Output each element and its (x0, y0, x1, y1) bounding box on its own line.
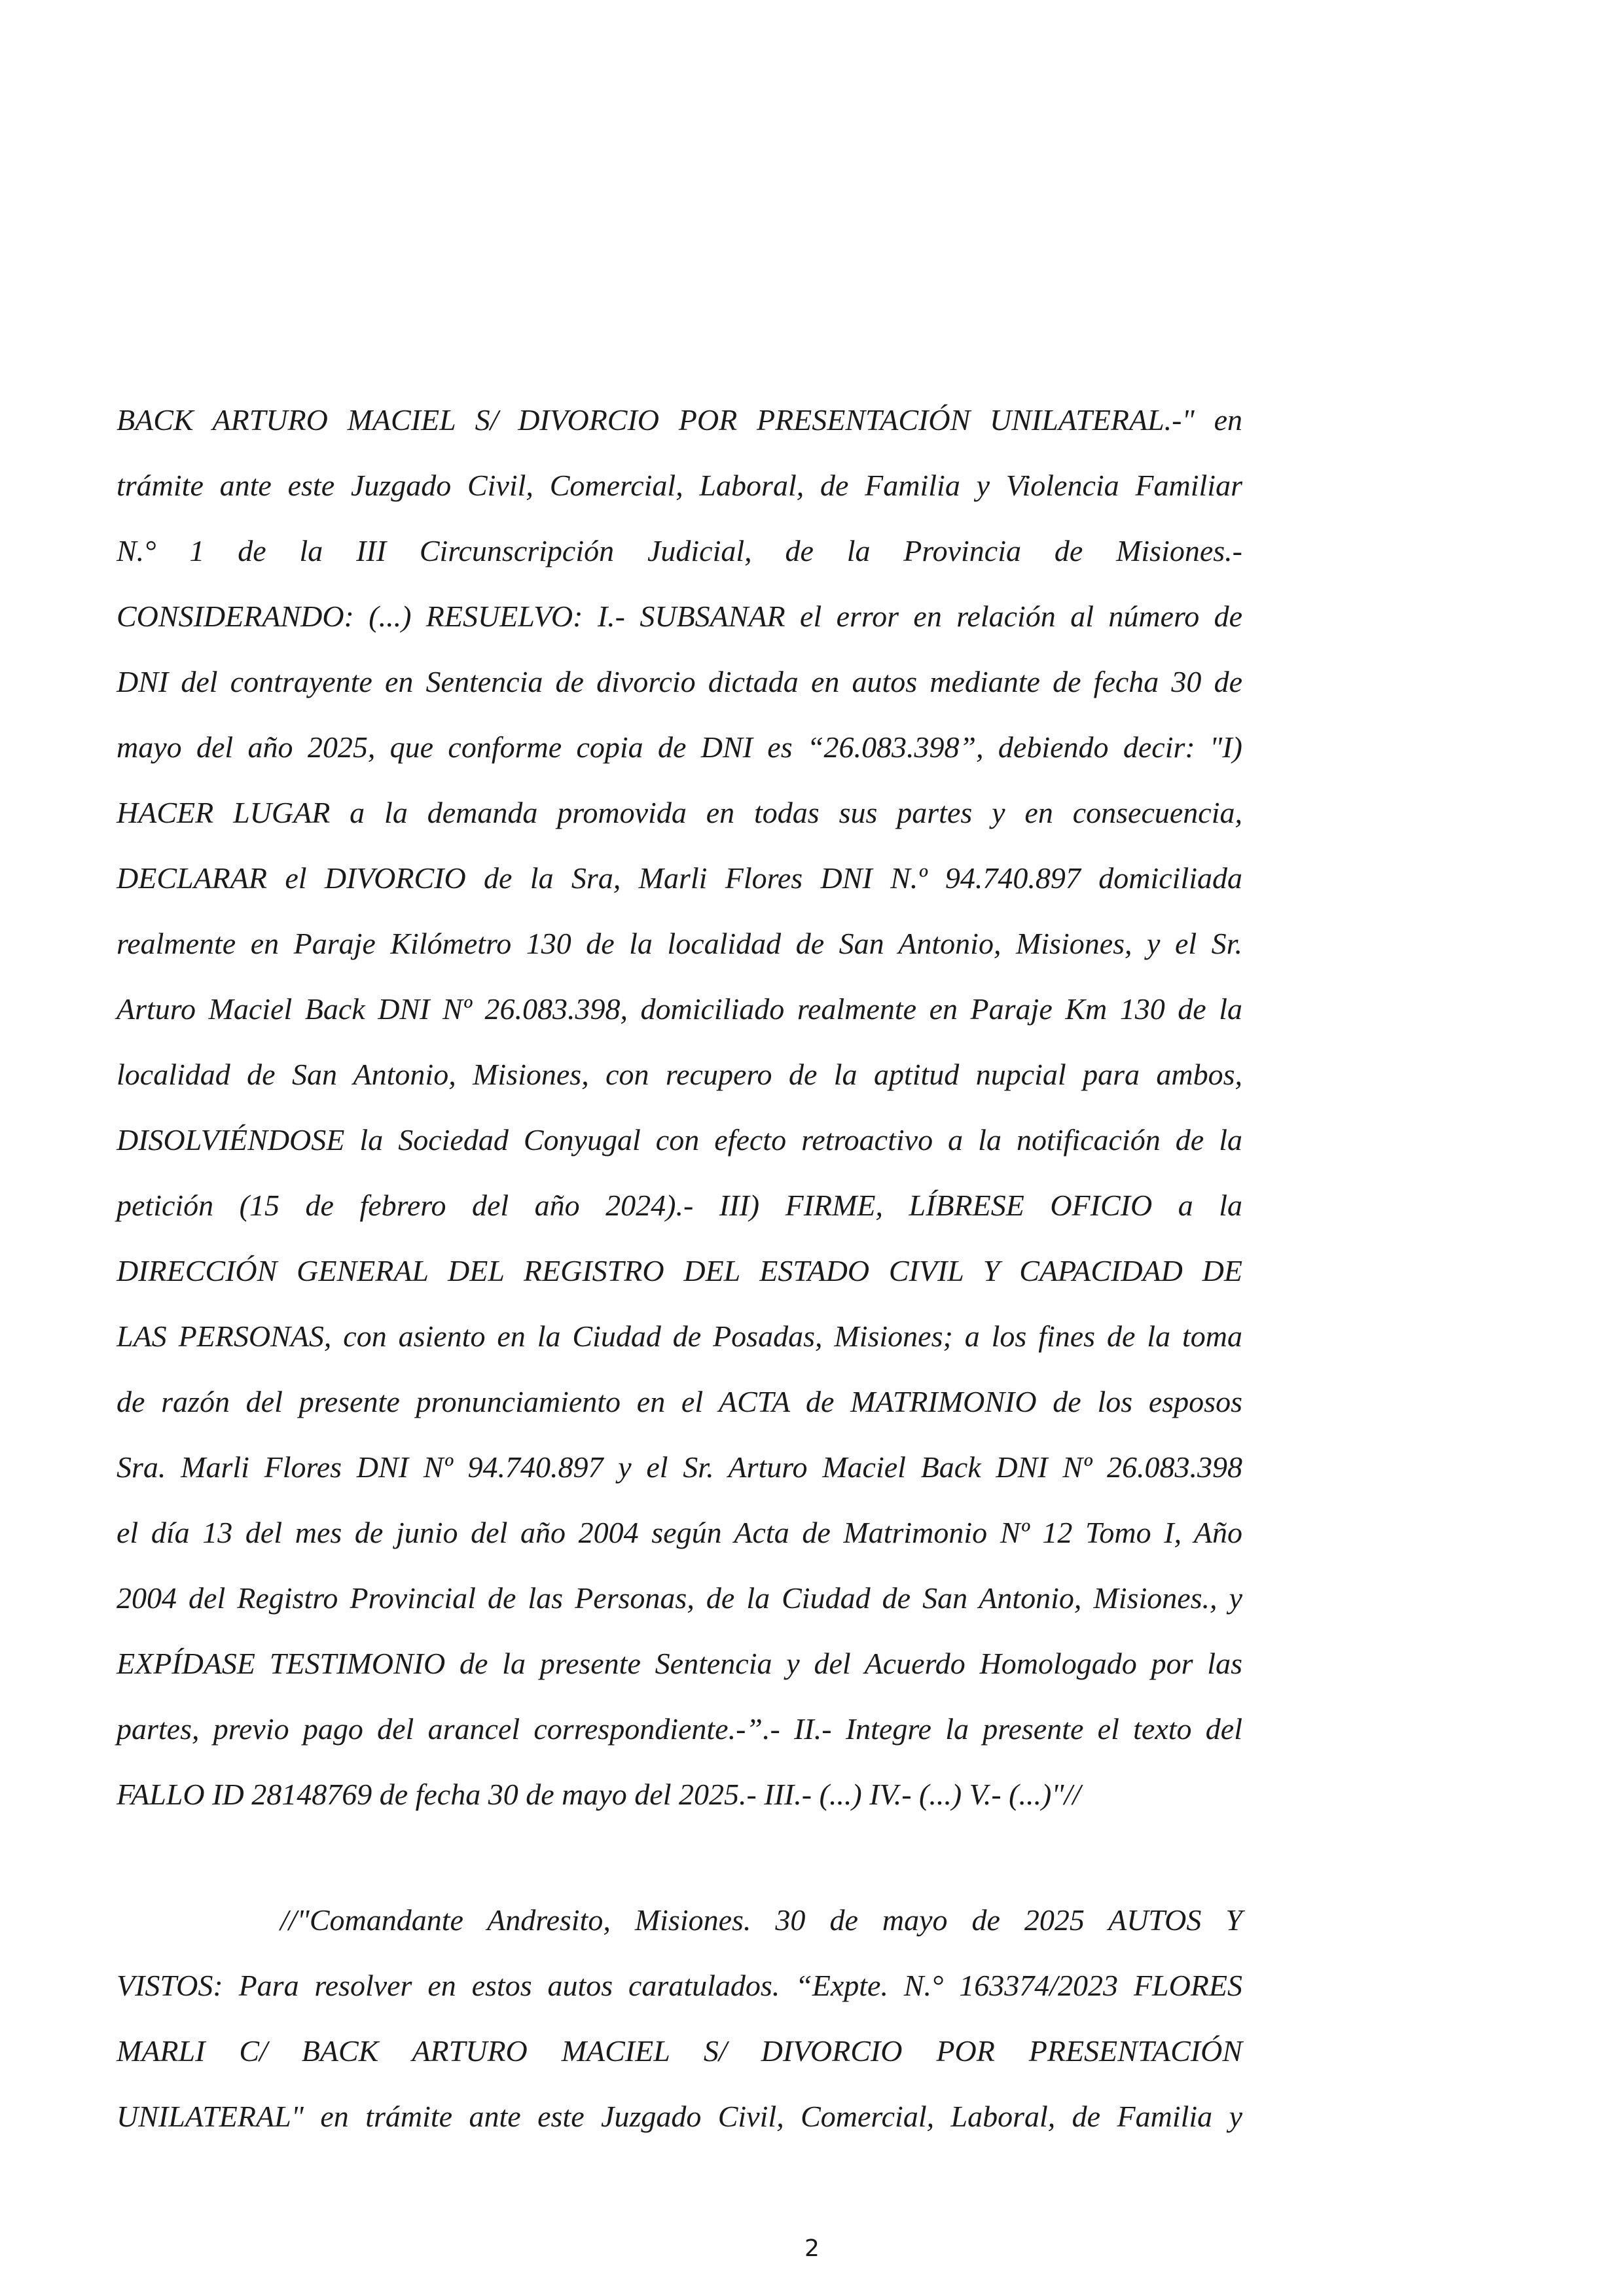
text-line: DIRECCIÓN GENERAL DEL REGISTRO DEL ESTADO CIVIL Y CAPACIDAD DE (117, 1254, 1242, 1287)
text-line: mayo del año 2025, que conforme copia de DNI es “26.083.398”, debiendo decir: "I) (117, 730, 1242, 764)
text-line: HACER LUGAR a la demanda promovida en todas sus partes y en consecuencia, (117, 796, 1242, 829)
page-number: 2 (804, 2235, 820, 2262)
text-line: Sra. Marli Flores DNI Nº 94.740.897 y el Sr. Arturo Maciel Back DNI Nº 26.083.398 (117, 1450, 1242, 1484)
text-line: Arturo Maciel Back DNI Nº 26.083.398, domiciliado realmente en Paraje Km 130 de la (117, 992, 1242, 1026)
text-line: petición (15 de febrero del año 2024).- III) FIRME, LÍBRESE OFICIO a la (117, 1189, 1242, 1222)
text-line: de razón del presente pronunciamiento en el ACTA de MATRIMONIO de los esposos (117, 1385, 1242, 1418)
text-line: //"Comandante Andresito, Misiones. 30 de mayo de 2025 AUTOS Y (280, 1903, 1242, 1937)
text-line: DECLARAR el DIVORCIO de la Sra, Marli Flores DNI N.º 94.740.897 domiciliada (117, 861, 1242, 895)
text-line: EXPÍDASE TESTIMONIO de la presente Sentencia y del Acuerdo Homologado por las (117, 1647, 1242, 1680)
text-line: N.° 1 de la III Circunscripción Judicial, de la Provincia de Misiones.- (117, 534, 1242, 567)
text-line: DISOLVIÉNDOSE la Sociedad Conyugal con efecto retroactivo a la notificación de la (117, 1123, 1242, 1157)
text-line: CONSIDERANDO: (...) RESUELVO: I.- SUBSANAR el error en relación al número de (117, 600, 1242, 633)
text-line: partes, previo pago del arancel correspondiente.-”.- II.- Integre la presente el texto del (117, 1712, 1242, 1746)
text-line: FALLO ID 28148769 de fecha 30 de mayo del 2025.- III.- (...) IV.- (...) V.- (...)"// (117, 1778, 1081, 1811)
text-line: el día 13 del mes de junio del año 2004 según Acta de Matrimonio Nº 12 Tomo I, Año (117, 1516, 1242, 1549)
text-line: BACK ARTURO MACIEL S/ DIVORCIO POR PRESENTACIÓN UNILATERAL.-" en (117, 403, 1242, 437)
text-line: LAS PERSONAS, con asiento en la Ciudad de Posadas, Misiones; a los fines de la toma (117, 1319, 1242, 1353)
text-line: MARLI C/ BACK ARTURO MACIEL S/ DIVORCIO POR PRESENTACIÓN (117, 2034, 1242, 2068)
text-line: VISTOS: Para resolver en estos autos caratulados. “Expte. N.° 163374/2023 FLORES (117, 1969, 1242, 2002)
text-line: localidad de San Antonio, Misiones, con recupero de la aptitud nupcial para ambos, (117, 1058, 1242, 1091)
text-line: 2004 del Registro Provincial de las Personas, de la Ciudad de San Antonio, Misiones., y (117, 1581, 1242, 1615)
text-line: DNI del contrayente en Sentencia de divorcio dictada en autos mediante de fecha 30 de (117, 665, 1242, 698)
text-line: trámite ante este Juzgado Civil, Comercial, Laboral, de Familia y Violencia Familiar (117, 469, 1242, 502)
text-line: UNILATERAL" en trámite ante este Juzgado Civil, Comercial, Laboral, de Familia y (117, 2100, 1242, 2133)
text-line: realmente en Paraje Kilómetro 130 de la localidad de San Antonio, Misiones, y el Sr. (117, 927, 1242, 960)
